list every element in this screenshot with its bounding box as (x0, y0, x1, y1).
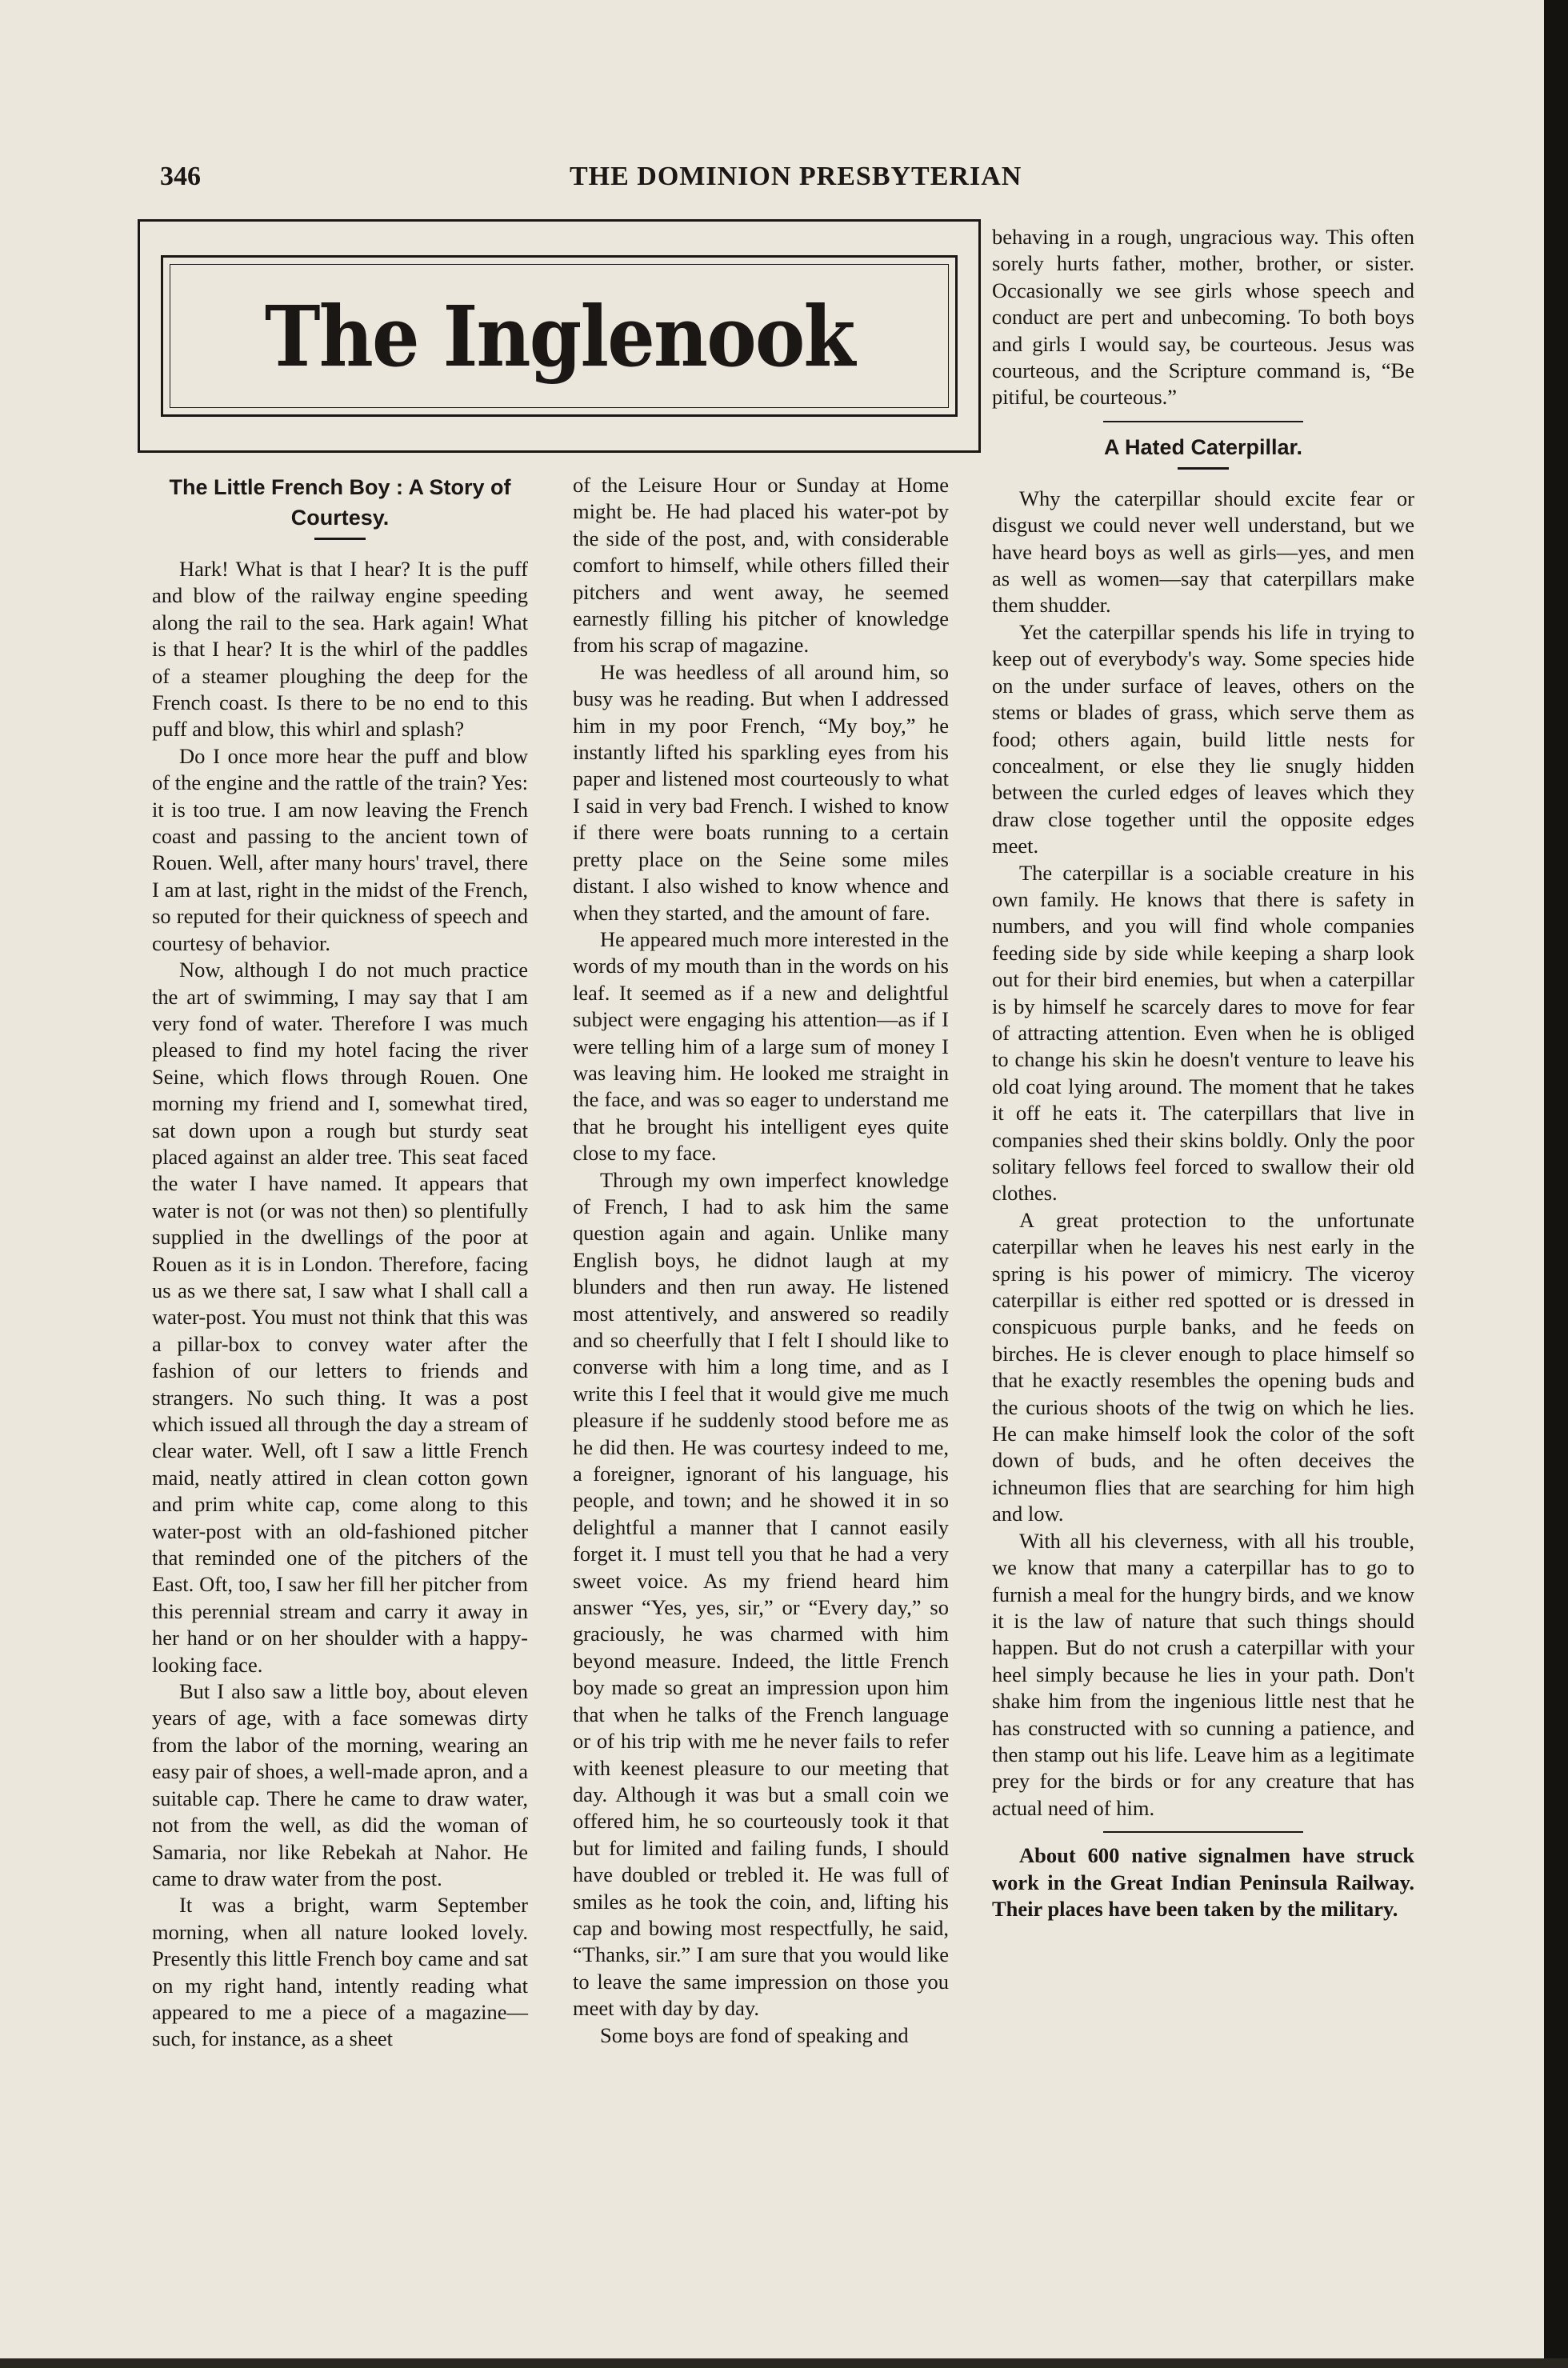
title-rule (1178, 467, 1229, 470)
running-head: THE DOMINION PRESBYTERIAN (570, 162, 1022, 191)
paragraph: behaving in a rough, ungracious way. This often sorely hurts father, mother, brother, or sister. Occasionally we see girls whose speech and conduct are pert and unbecoming. To both boys and girls I would say, be courteous. Jesus was courteous, and the Scripture command is, “Be pitiful, be courteous.” (992, 225, 1414, 410)
scan-edge-bottom (0, 2358, 1568, 2368)
paragraph: Do I once more hear the puff and blow of the engine and the rattle of the train? Yes: it is too true. I am now leaving the French coast and passing to the ancient town of Rouen. Well, after many hours' travel, there I am at last, right in the midst of the French, so reputed for their quickness of speech and courtesy of behavior. (152, 743, 528, 955)
paragraph: It was a bright, warm September morning, when all nature looked lovely. Presently this little French boy came and sat on my right hand, intently reading what appeared to me a piece of a magazine—such, for instance, as a sheet (152, 1893, 528, 2051)
paragraph: A great protection to the unfortunate caterpillar when he leaves his nest early in the spring is his power of mimicry. The viceroy caterpillar is either red spotted or is dressed in conspicuous purple banks, and he feeds on birches. He is clever enough to place himself so that he exactly resembles the opening buds and the curious shoots of the twig on which he lies. He can make himself look the color of the soft down of buds, and he often deceives the ichneumon flies that are searching for him high and low. (992, 1207, 1414, 1526)
paragraph: The caterpillar is a sociable creature in his own family. He knows that there is safety in numbers, and you will find whole companies feeding side by side while keeping a sharp look out for their bird enemies, but when a caterpillar is by himself he scarcely dares to move for fear of attracting attention. Even when he is obliged to change his skin he doesn't venture to leave his old coat lying around. The moment that he takes it off he eats it. The caterpillars that live in companies shed their skins boldly. Only the poor solitary fellows feel forced to swallow their old clothes. (992, 860, 1414, 1206)
title-box-frame (161, 255, 958, 417)
paragraph: He was heedless of all around him, so busy was he reading. But when I addressed him in my poor French, “My boy,” he instantly lifted his sparkling eyes from his paper and listened most courteously to what I said in very bad French. I wished to know if there were boats running to a certain pretty place on the Seine some miles distant. I also wished to know whence and when they started, and the amount of fare. (573, 659, 949, 925)
article-title: A Hated Caterpillar. (1103, 434, 1303, 459)
column-1 (152, 472, 528, 2053)
paragraph: of the Leisure Hour or Sunday at Home might be. He had placed his water-pot by the side of the post, and, with considerable comfort to himself, while others filled their pitchers and went away, he seemed earnestly filling his pitcher of knowledge from his scrap of magazine. (573, 473, 949, 658)
paragraph: Hark! What is that I hear? It is the puff and blow of the railway engine speeding along the rail to the sea. Hark again! What is that I hear? It is the whirl of the paddles of a steamer ploughing the deep for the French coast. Is there to be no end to this puff and blow, this whirl and splash? (152, 557, 528, 742)
article-separator (1103, 1831, 1303, 1833)
paragraph: He appeared much more interested in the words of my mouth than in the words on his leaf. It seemed as if a new and delightful subject were engaging his attention—as if I were telling him of a large sum of money I was leaving him. He looked me straight in the face, and was so eager to understand me that he brought his intelligent eyes quite close to my face. (573, 926, 949, 1166)
article-separator (1103, 421, 1303, 422)
scan-edge-right (1544, 0, 1568, 2368)
page-number: 346 (160, 162, 201, 191)
paragraph: Some boys are fond of speaking and (600, 2022, 909, 2047)
paragraph: With all his cleverness, with all his trouble, we know that many a caterpillar has to go to furnish a meal for the hungry birds, and we know it is the law of nature that such things should happen. But do not crush a caterpillar with your heel simply because he lies in your path. Don't shake him from the ingenious little nest that he has constructed with so cunning a patience, and then stamp out his life. Leave him as a legitimate prey for the birds or for any creature that has actual need of him. (992, 1528, 1414, 1820)
page-header (160, 162, 1022, 202)
paragraph: Now, although I do not much practice the art of swimming, I may say that I am very fond of water. Therefore I was much pleased to find my hotel facing the river Seine, which flows through Rouen. One morning my friend and I, somewhat tired, sat down upon a rough but sturdy seat placed against an alder tree. This seat faced the water I have named. It appears that water is not (or was not then) so plentifully supplied in the dwellings of the poor at Rouen as it is in London. Therefore, facing us as we there sat, I saw what I shall call a water-post. You must not think that this was a pillar-box to convey water after the fashion of our letters to friends and strangers. No such thing. It was a post which issued all through the day a stream of clear water. Well, oft I saw a little French maid, neatly attired in clean cotton gown and prim white cap, come along to this water-post with an old-fashioned pitcher that reminded one of the pitchers of the East. Oft, too, I saw her fill her pitcher from this perennial stream and carry it away in her hand or on her shoulder with a happy-looking face. (152, 958, 528, 1677)
section-title: The Inglenook (264, 286, 854, 386)
news-item: About 600 native signalmen have struck work in the Great Indian Peninsula Railway. Their places have been taken by the military. (992, 1843, 1414, 1921)
section-title-box (138, 219, 981, 453)
title-box-inner-frame (170, 264, 949, 408)
article-title: The Little French Boy : A Story of Courtesy. (169, 475, 511, 530)
paragraph: Why the caterpillar should excite fear or disgust we could never well understand, but we have heard boys as well as girls—yes, and men as well as women—say that caterpillars make them shudder. (992, 486, 1414, 618)
title-rule (314, 538, 366, 540)
paragraph: Through my own imperfect knowledge of French, I had to ask him the same question again and again. Unlike many English boys, he didnot laugh at my blunders and then run away. He listened most attentively, and answered so readily and so cheerfully that I felt I should like to converse with him a long time, and as I write this I feel that it would give me much pleasure if he suddenly stood before me as he did then. He was courtesy indeed to me, a foreigner, ignorant of his language, his people, and town; and he showed it in so delightful a manner that I cannot easily forget it. I must tell you that he had a very sweet voice. As my friend heard him answer “Yes, yes, sir,” or “Every day,” so graciously, he was charmed with him beyond measure. Indeed, the little French boy made so great an impression upon him that when he talks of the French language or of his trip with me he never fails to refer with keenest pleasure to our meeting that day. Although it was but a small coin we offered him, he so courteously took it that but for limited and failing funds, I should have doubled or trebled it. He was full of smiles as he took the coin, and, lifting his cap and bowing most respectfully, he said, “Thanks, sir.” I am sure that you would like to leave the same impression on those you meet with day by day. (573, 1167, 949, 2021)
paragraph: But I also saw a little boy, about eleven years of age, with a face somewas dirty from the labor of the morning, wearing an easy pair of shoes, a well-made apron, and a suitable cap. There he came to draw water, not from the well, as did the woman of Samaria, nor like Rebekah at Nahor. He came to draw water from the post. (152, 1679, 528, 1890)
paragraph: Yet the caterpillar spends his life in trying to keep out of everybody's way. Some species hide on the under surface of leaves, others on the stems or blades of grass, which serve them as food; others again, build little nests for concealment, or else they lie snugly hidden between the curled edges of leaves which they draw close together until the opposite edges meet. (992, 619, 1414, 858)
column-3 (992, 224, 1414, 1922)
column-2 (573, 472, 949, 2049)
